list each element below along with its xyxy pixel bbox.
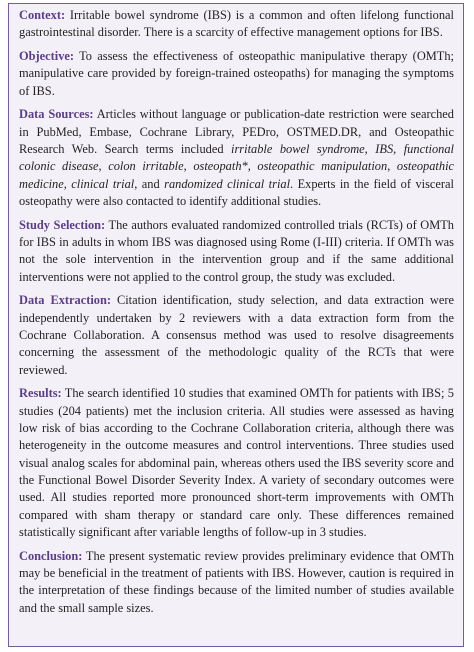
conclusion-label: Conclusion: [19,548,83,563]
conclusion-section [19,548,454,617]
search-term: IBS [375,142,394,157]
data-extraction-section [19,292,454,378]
term-separator: , [63,176,72,191]
data-sources-text: Articles without language or publication-date restriction were searched in PubMed, Embase, Cochrane Library, PEDro, OSTMED.DR, and Osteopathic Research Web. Search terms included [19,107,454,157]
results-text: The search identified 10 studies that examined OMTh for patients with IBS; 5 studies (204 patients) met the inclusion criteria. All studies were assessed as having low risk of bias according to the Cochrane Collaboration criteria, although there was heterogeneity in the outcome measures and control interventions. Three studies used visual analog scales for abdominal pain, whereas others used the IBS severity score and the Functional Bowel Disorder Severity Index. A variety of secondary outcomes were used. All studies reported more pronounced short-term improvements with OMTh compared with sham therapy or standard care only. These differences remained statistically significant after variable lengths of follow-up in 3 studies. [19,386,454,539]
search-term: osteopathic manipulation [257,159,388,174]
objective-text: To assess the effectiveness of osteopathic manipulative therapy (OMTh; manipulative care provided by foreign-trained osteopaths) for managing the symptoms of IBS. [19,49,454,98]
context-label: Context: [19,8,66,22]
term-separator: , [183,159,194,174]
study-selection-section [19,217,454,286]
search-term: irritable bowel syndrome [231,142,365,157]
search-term: osteopath* [193,159,248,174]
objective-label: Objective: [19,49,75,64]
search-term: functional colonic disease [19,142,454,174]
term-separator: , [364,142,376,157]
context-text: Irritable bowel syndrome (IBS) is a common and often lifelong functional gastrointestinal disorder. There is a scarcity of effective management options for IBS. [19,8,454,40]
data-sources-text-end: . Experts in the field of visceral osteopathy were also contacted to identify additional studies. [19,176,454,208]
study-selection-label: Study Selection: [19,217,106,232]
term-separator: , [387,159,397,174]
structured-abstract [8,3,464,647]
context-section [19,7,454,42]
results-section [19,385,454,541]
conclusion-text: The present systematic review provides preliminary evidence that OMTh may be beneficial in the treatment of patients with IBS. However, caution is required in the interpretation of these findings because of the limited number of studies available and the small sample sizes. [19,548,454,615]
data-extraction-text: Citation identification, study selection, and data extraction were independently undertaken by 2 reviewers with a data extraction form from the Cochrane Collaboration. A consensus method was used to resolve disagreements concerning the assessment of the methodologic quality of the RCTs that were reviewed. [19,293,454,377]
search-term: randomized clinical trial [164,176,291,191]
results-label: Results: [19,386,62,401]
data-sources-label: Data Sources: [19,107,94,122]
search-term: clinical trial [71,176,135,191]
term-separator: , [393,142,404,157]
search-term: colon irritable [108,159,184,174]
data-sources-section [19,106,454,210]
study-selection-text: The authors evaluated randomized controlled trials (RCTs) of OMTh for IBS in adults in whom IBS was diagnosed using Rome (I-III) criteria. If OMTh was not the sole intervention in the intervention group and if the same additional interventions were not applied to the control group, the study was excluded. [19,217,454,284]
data-extraction-label: Data Extraction: [19,293,111,308]
search-term: osteopathic medicine [19,159,455,191]
objective-section [19,48,454,100]
term-separator: , and [134,176,165,191]
term-separator: , [247,159,258,174]
term-separator: , [98,159,109,174]
